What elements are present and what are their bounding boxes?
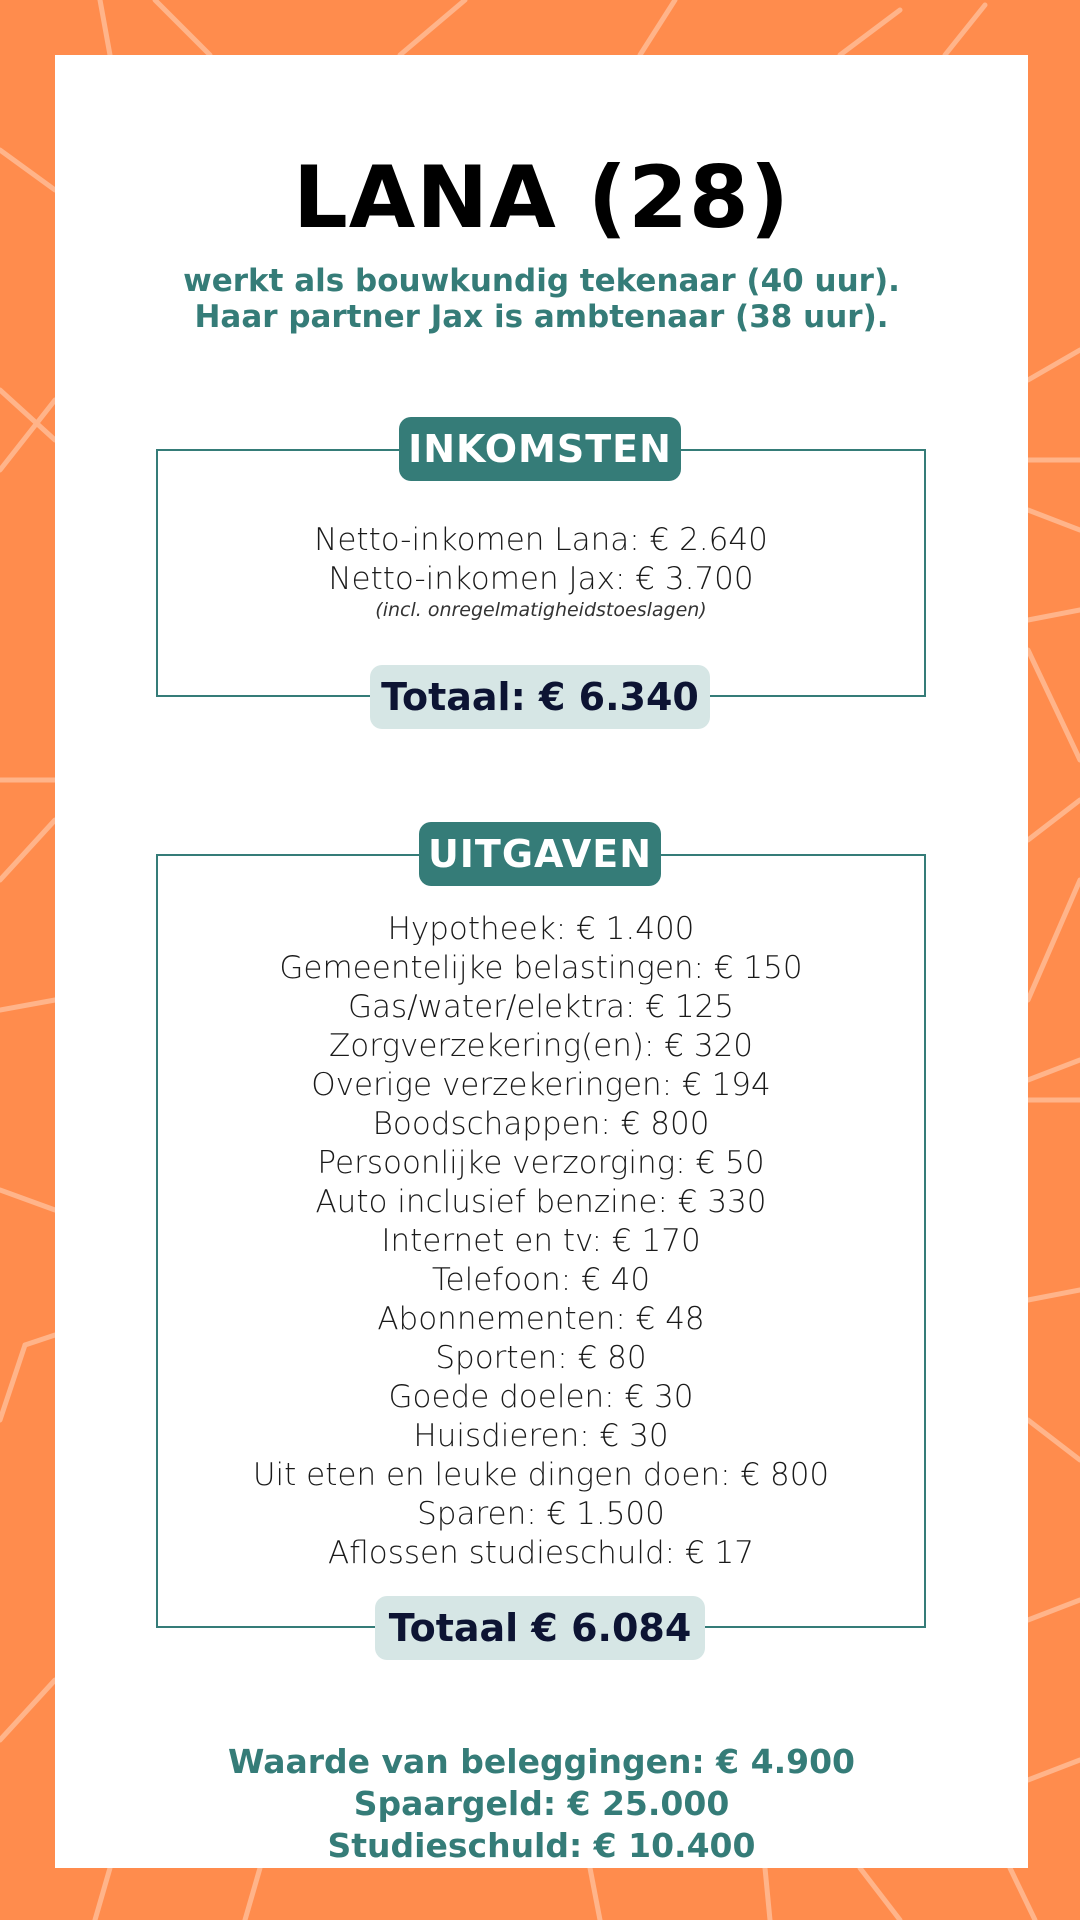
info-card <box>55 55 1028 1868</box>
expense-item: Internet en tv: € 170 <box>381 1223 701 1259</box>
expenses-label: UITGAVEN <box>419 822 661 886</box>
expense-item: Sporten: € 80 <box>435 1340 647 1376</box>
expenses-list <box>156 910 926 1573</box>
page-title: LANA (28) <box>292 148 791 248</box>
expense-item: Telefoon: € 40 <box>431 1262 651 1298</box>
income-total: Totaal: € 6.340 <box>370 665 710 729</box>
income-item: Netto-inkomen Lana: € 2.640 <box>314 522 768 558</box>
expense-item: Auto inclusief benzine: € 330 <box>315 1184 767 1220</box>
expense-item: Abonnementen: € 48 <box>377 1301 705 1337</box>
income-label: INKOMSTEN <box>399 417 681 481</box>
subtitle <box>55 263 1028 335</box>
expense-item: Aflossen studieschuld: € 17 <box>328 1535 754 1571</box>
expense-item: Hypotheek: € 1.400 <box>387 911 695 947</box>
income-list <box>156 521 926 599</box>
expense-item: Gas/water/elektra: € 125 <box>347 989 735 1025</box>
summary <box>55 1741 1028 1867</box>
expense-item: Persoonlijke verzorging: € 50 <box>317 1145 765 1181</box>
investments-value: Waarde van beleggingen: € 4.900 <box>227 1742 856 1781</box>
expense-item: Goede doelen: € 30 <box>388 1379 694 1415</box>
expenses-total: Totaal € 6.084 <box>375 1596 705 1660</box>
income-item: Netto-inkomen Jax: € 3.700 <box>328 561 754 597</box>
expense-item: Uit eten en leuke dingen doen: € 800 <box>252 1457 830 1493</box>
expense-item: Overige verzekeringen: € 194 <box>311 1067 771 1103</box>
expense-item: Zorgverzekering(en): € 320 <box>329 1028 753 1064</box>
expense-item: Gemeentelijke belastingen: € 150 <box>279 950 803 986</box>
subtitle-line-1: werkt als bouwkundig tekenaar (40 uur). <box>183 263 900 299</box>
subtitle-line-2: Haar partner Jax is ambtenaar (38 uur). <box>194 299 889 335</box>
income-note: (incl. onregelmatigheidstoeslagen) <box>375 599 707 621</box>
savings-value: Spaargeld: € 25.000 <box>353 1784 730 1823</box>
expense-item: Huisdieren: € 30 <box>413 1418 669 1454</box>
expense-item: Sparen: € 1.500 <box>417 1496 665 1532</box>
expense-item: Boodschappen: € 800 <box>372 1106 710 1142</box>
student-debt-value: Studieschuld: € 10.400 <box>327 1826 756 1865</box>
